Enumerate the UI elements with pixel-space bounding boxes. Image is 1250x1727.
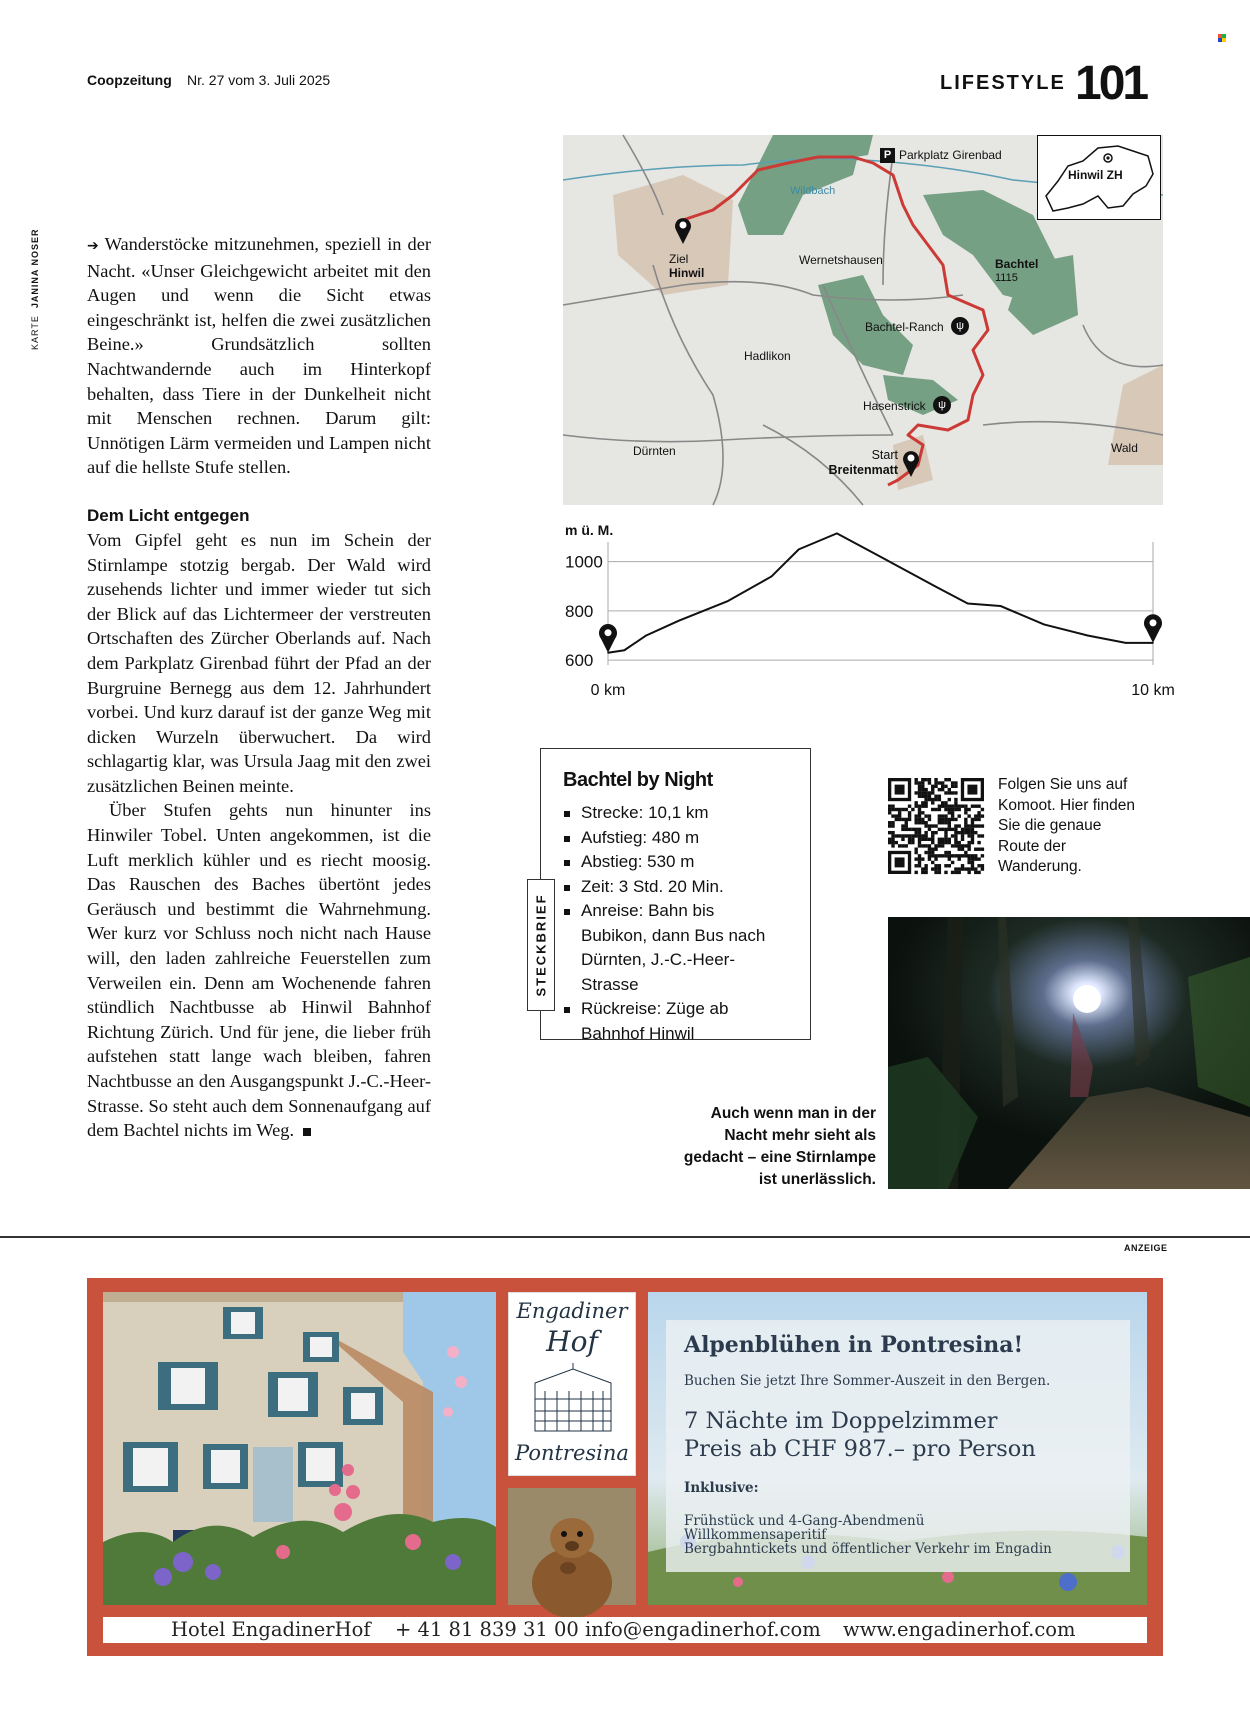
photo-caption: Auch wenn man in der Nacht mehr sieht als gedacht – eine Stirnlampe ist unerlässlich.	[683, 1105, 876, 1188]
ad-hotel-name: Hotel EngadinerHof	[171, 1618, 371, 1641]
hotel-facade-photo	[103, 1292, 496, 1605]
ad-inclusive-label: Inklusive:	[684, 1480, 759, 1496]
chart-x-tick-label: 0 km	[590, 682, 626, 699]
map-label-ziel: Ziel Hinwil	[669, 252, 705, 280]
elevation-point	[907, 571, 909, 573]
destination-pin-icon	[673, 215, 693, 245]
elevation-point	[678, 620, 680, 622]
ad-include-item: Willkommensaperitif	[684, 1527, 827, 1543]
ad-phone[interactable]: + 41 81 839 31 00	[395, 1618, 579, 1641]
start-pin-icon	[901, 448, 921, 478]
elevation-point	[934, 585, 936, 587]
restaurant-icon: ψ	[951, 317, 969, 335]
chart-y-axis-label: m ü. M.	[565, 522, 614, 538]
elevation-point	[1087, 635, 1089, 637]
ad-email[interactable]: info@engadinerhof.com	[585, 1618, 821, 1641]
article-paragraph: Vom Gipfel geht es nun im Schein der Stirnlampe stotzig bergab. Der Wald wird zusehends lichter und immer wieder tut sich der Blick auf das Lichtermeer der verstreuten Ortschaften des Zürcher Oberlands auf. Nach dem Parkplatz Girenbad führt der Pfad an der Burgruine Bernegg aus dem 12. Jahrhundert vorbei. Und kurz darauf ist der ganze Weg mit dicken Wurzeln überwuchert. Da wird schlagartig klar, was Ursula Jaag mit den zwei zusätzlichen Beinen meinte.	[87, 529, 431, 796]
ad-offer-panel	[666, 1320, 1130, 1572]
chart-x-tick-label: 10 km	[1131, 682, 1175, 699]
fact-item: Rückreise: Züge ab Bahnhof Hinwil	[564, 997, 764, 1046]
elevation-profile	[563, 520, 1175, 705]
map-label-bachtel: Bachtel 1115	[995, 257, 1039, 284]
elevation-point	[1125, 642, 1127, 644]
elevation-point	[771, 576, 773, 578]
elevation-point	[1000, 605, 1002, 607]
elevation-point	[836, 533, 838, 535]
map-credit	[30, 230, 44, 350]
map-label-parking: Parkplatz Girenbad	[899, 148, 1002, 162]
elevation-point	[645, 635, 647, 637]
inset-map	[1037, 135, 1161, 220]
fact-box-title: Bachtel by Night	[563, 769, 713, 791]
article-subheading: Dem Licht entgegen	[87, 505, 250, 525]
marmot-photo	[508, 1488, 636, 1605]
logo-text-pontresina: Pontresina	[515, 1441, 629, 1465]
parking-icon: P	[880, 148, 895, 163]
fact-item: Anreise: Bahn bis Bubikon, dann Bus nach Dürnten, J.-C.-Heer-Strasse	[564, 899, 784, 997]
page-number: 101	[1075, 57, 1147, 110]
section-divider	[0, 1236, 1250, 1238]
inset-label: Hinwil ZH	[1068, 168, 1123, 182]
publication-name: Coopzeitung	[87, 72, 172, 88]
restaurant-icon: ψ	[933, 396, 951, 414]
arrow-icon: ➔	[87, 238, 105, 254]
article-paragraph: ➔ Wanderstöcke mitzunehmen, speziell in der Nacht. «Unser Gleichgewicht arbeitet mit den Augen und wenn die Sicht etwas eingeschränkt ist, helfen die zwei zusätzlichen Beine.» Grundsätzlich sollten Nachtwandernde auch im Hinterkopf behalten, dass Tiere in der Dunkelheit nicht mit Menschen rechnen. Darum gilt: Unnötigen Lärm vermeiden und Lampen nicht auf die hellste Stufe stellen.	[87, 234, 431, 478]
color-mark-icon	[1218, 34, 1226, 42]
logo-text-hof: Hof	[546, 1325, 598, 1358]
ad-label: ANZEIGE	[1124, 1243, 1168, 1253]
profile-start-pin-icon	[599, 624, 617, 653]
end-mark-icon	[303, 1128, 311, 1136]
map-label-wernetshausen: Wernetshausen	[799, 253, 883, 267]
issue-info: Nr. 27 vom 3. Juli 2025	[187, 72, 331, 88]
elevation-point	[1043, 624, 1045, 626]
hotel-logo	[508, 1292, 636, 1476]
fact-box-tag: STECKBRIEF	[527, 879, 555, 1011]
fact-item: Abstieg: 530 m	[564, 850, 784, 875]
elevation-point	[880, 556, 882, 558]
hotel-facade-graphic	[103, 1292, 496, 1605]
fact-list	[564, 801, 784, 1046]
section-title: LIFESTYLE	[940, 72, 1066, 94]
logo-text-engadiner: Engadiner	[516, 1299, 628, 1323]
profile-end-pin-icon	[1144, 614, 1162, 643]
ad-headline: Alpenblühen in Pontresina!	[684, 1332, 1024, 1358]
route-map	[563, 135, 1163, 505]
fact-box	[533, 748, 811, 1043]
credit-role: KARTE	[30, 315, 40, 350]
ad-subline: Buchen Sie jetzt Ihre Sommer-Auszeit in den Bergen.	[684, 1373, 1051, 1389]
qr-code[interactable]	[888, 778, 984, 874]
chart-y-tick-label: 800	[565, 601, 594, 621]
elevation-point	[967, 603, 969, 605]
elevation-point	[727, 600, 729, 602]
article-paragraph: Über Stufen gehts nun hinunter ins Hinwiler Tobel. Unten angekommen, ist die Luft merklich kühler und es riecht moosig. Das Rauschen des Baches übertönt jedes Geräusch und bestimmt die Wahrnehmung. Wer kurz vor Schluss noch nicht nach Hause will, den laden zahlreiche Feuerstellen zum Verweilen ein. Denn am Wochenende fahren stündlich Nachtbusse ab Hinwil Bahnhof Richtung Zürich. Und für jene, die lieber früh aufstehen statt lange wach bleiben, fahren Nachtbusse an den Ausgangspunkt J.-C.-Heer-Strasse. So steht auch dem Sonnenaufgang auf dem Bachtel nichts im Weg.	[87, 800, 431, 1141]
map-label-ranch: Bachtel-Ranch	[865, 320, 944, 334]
map-label-wald: Wald	[1111, 441, 1138, 455]
map-label-duernten: Dürnten	[633, 444, 676, 458]
ad-website[interactable]: www.engadinerhof.com	[843, 1618, 1076, 1641]
fact-item: Zeit: 3 Std. 20 Min.	[564, 875, 784, 900]
fact-item: Strecke: 10,1 km	[564, 801, 784, 826]
fact-item: Aufstieg: 480 m	[564, 826, 784, 851]
map-label-hasenstrick: Hasenstrick	[863, 399, 926, 413]
article-body	[87, 232, 431, 1143]
ad-offer-price: Preis ab CHF 987.– pro Person	[684, 1436, 1036, 1462]
ad-include-item: Bergbahntickets und öffentlicher Verkehr im Engadin	[684, 1541, 1052, 1557]
map-label-start: Start Breitenmatt	[828, 448, 898, 477]
elevation-point	[798, 549, 800, 551]
komoot-note: Folgen Sie uns auf Komoot. Hier finden Sie die genaue Route der Wanderung.	[998, 776, 1135, 875]
elevation-point	[624, 649, 626, 651]
map-label-stream: Wildbach	[790, 185, 836, 197]
headlamp-photo-graphic	[888, 917, 1250, 1189]
ad-contact-bar	[103, 1617, 1147, 1643]
hotel-building-icon	[525, 1363, 621, 1433]
ad-include-item: Frühstück und 4-Gang-Abendmenü	[684, 1513, 925, 1529]
elevation-chart	[563, 520, 1175, 705]
elevation-line	[608, 533, 1153, 652]
ad-offer-nights: 7 Nächte im Doppelzimmer	[684, 1408, 998, 1434]
chart-y-tick-label: 1000	[565, 552, 603, 572]
map-label-hadlikon: Hadlikon	[744, 349, 791, 363]
chart-y-tick-label: 600	[565, 651, 594, 671]
night-hike-photo	[888, 917, 1250, 1189]
credit-name: JANINA NOSER	[30, 228, 40, 309]
marmot-graphic	[508, 1488, 636, 1605]
